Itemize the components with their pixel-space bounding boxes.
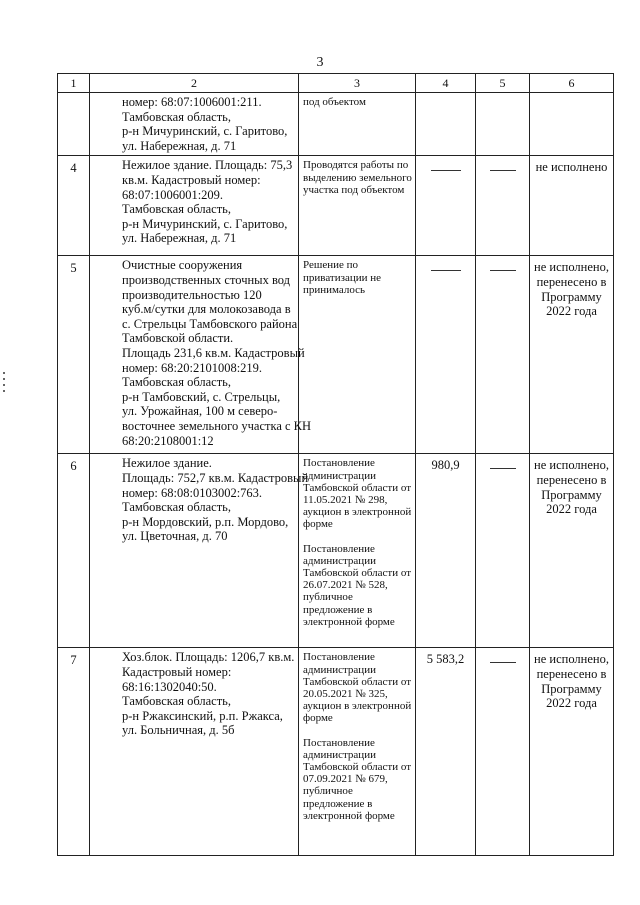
description-line: ул. Урожайная, 100 м северо- bbox=[122, 404, 278, 419]
row-number: 4 bbox=[58, 156, 90, 256]
object-description bbox=[90, 93, 299, 156]
execution-status: не исполнено, перенесено в Программу 2022 года bbox=[530, 256, 614, 454]
legal-basis-text: Постановление администрации Тамбовской области от 20.05.2021 № 325, аукцион в электронной форме bbox=[303, 651, 412, 725]
table-row bbox=[58, 256, 614, 454]
table-header-row bbox=[58, 74, 614, 93]
description-line: номер: 68:07:1006001:211. bbox=[122, 95, 262, 109]
description-line: р-н Мичуринский, с. Гаритово, bbox=[122, 216, 288, 231]
header-cell: 3 bbox=[299, 74, 416, 93]
object-description bbox=[90, 648, 299, 856]
description-line: Хоз.блок. Площадь: 1206,7 кв.м. bbox=[122, 650, 295, 665]
description-line: Очистные сооружения bbox=[122, 258, 243, 273]
description-line: восточнее земельного участка с КН bbox=[122, 418, 312, 433]
column-5-cell bbox=[476, 454, 530, 648]
object-description bbox=[90, 156, 299, 256]
dash-mark bbox=[490, 170, 516, 171]
description-line: кв.м. Кадастровый номер: bbox=[122, 172, 261, 187]
row-number: 7 bbox=[58, 648, 90, 856]
page-number: 3 bbox=[316, 55, 324, 70]
description-line: р-н Мордовский, р.п. Мордово, bbox=[122, 514, 289, 529]
description-line: ул. Набережная, д. 71 bbox=[122, 138, 237, 153]
sale-value-text: 980,9 bbox=[431, 458, 460, 473]
column-5-cell bbox=[476, 156, 530, 256]
description-line: номер: 68:08:0103002:763. bbox=[122, 485, 263, 500]
dash-mark bbox=[431, 170, 461, 171]
margin-mark bbox=[3, 372, 5, 402]
description-line: производительностью 120 bbox=[122, 287, 262, 302]
header-cell: 6 bbox=[530, 74, 614, 93]
row-number: 6 bbox=[58, 454, 90, 648]
description-line: Тамбовская область, bbox=[122, 375, 231, 390]
row-number: 5 bbox=[58, 256, 90, 454]
legal-basis-text: под объектом bbox=[303, 96, 366, 108]
description-line: ул. Больничная, д. 5б bbox=[122, 723, 235, 738]
description-line: производственных сточных вод bbox=[122, 272, 291, 287]
object-description bbox=[90, 454, 309, 648]
legal-basis bbox=[299, 256, 416, 454]
table-row bbox=[58, 93, 614, 156]
legal-basis-text: Постановление администрации Тамбовской области от 07.09.2021 № 679, публичное предложение в электронной форме bbox=[303, 736, 412, 822]
description-line: р-н Мичуринский, с. Гаритово, bbox=[122, 124, 288, 139]
description-line: Тамбовская область, bbox=[122, 109, 231, 124]
description-line: Площадь: 752,7 кв.м. Кадастровый bbox=[122, 470, 309, 485]
description-line: ул. Набережная, д. 71 bbox=[122, 231, 237, 246]
sale-value bbox=[416, 648, 476, 856]
description-line: Тамбовская область, bbox=[122, 202, 231, 217]
description-line: номер: 68:20:2101008:219. bbox=[122, 360, 263, 375]
description-line: Нежилое здание. Площадь: 75,3 bbox=[122, 158, 293, 173]
description-line: 68:07:1006001:209. bbox=[122, 187, 224, 202]
description-line: 68:16:1302040:50. bbox=[122, 679, 217, 694]
table-row bbox=[58, 454, 614, 648]
description-line: р-н Тамбовский, с. Стрельцы, bbox=[122, 389, 281, 404]
description-line: Тамбовская область, bbox=[122, 500, 231, 515]
row-number bbox=[58, 93, 90, 156]
column-5-cell bbox=[476, 256, 530, 454]
header-cell: 4 bbox=[416, 74, 476, 93]
table-row bbox=[58, 156, 614, 256]
execution-status: не исполнено bbox=[530, 156, 614, 256]
dash-mark bbox=[490, 662, 516, 663]
execution-status: не исполнено, перенесено в Программу 2022 года bbox=[530, 454, 614, 648]
sale-value bbox=[416, 156, 476, 256]
sale-value bbox=[416, 256, 476, 454]
description-line: ул. Цветочная, д. 70 bbox=[122, 529, 228, 544]
description-line: Нежилое здание. bbox=[122, 456, 212, 471]
description-line: Тамбовской области. bbox=[122, 331, 234, 346]
description-line: Площадь 231,6 кв.м. Кадастровый bbox=[122, 345, 305, 360]
description-line: р-н Ржаксинский, р.п. Ржакса, bbox=[122, 708, 283, 723]
legal-basis bbox=[299, 93, 416, 156]
header-cell: 2 bbox=[90, 74, 299, 93]
table-row bbox=[58, 648, 614, 856]
execution-status bbox=[530, 93, 614, 156]
description-line: Тамбовская область, bbox=[122, 694, 231, 709]
description-line: 68:20:2108001:12 bbox=[122, 433, 214, 448]
execution-status: не исполнено, перенесено в Программу 2022 года bbox=[530, 648, 614, 856]
description-line: с. Стрельцы Тамбовского района bbox=[122, 316, 298, 331]
program-table bbox=[57, 73, 614, 856]
legal-basis bbox=[299, 648, 416, 856]
legal-basis bbox=[299, 156, 416, 256]
object-description bbox=[90, 256, 312, 454]
header-cell: 5 bbox=[476, 74, 530, 93]
sale-value bbox=[416, 454, 476, 648]
legal-basis-text: Проводятся работы по выделению земельного участка под объектом bbox=[303, 159, 412, 196]
dash-mark bbox=[431, 270, 461, 271]
sale-value-text: 5 583,2 bbox=[426, 652, 465, 667]
legal-basis-text: Постановление администрации Тамбовской области от 26.07.2021 № 528, публичное предложение в электронной форме bbox=[303, 542, 412, 628]
legal-basis-text: Постановление администрации Тамбовской области от 11.05.2021 № 298, аукцион в электронной форме bbox=[303, 457, 412, 531]
legal-basis-text: Решение по приватизации не принималось bbox=[303, 259, 382, 296]
column-5-cell bbox=[476, 648, 530, 856]
dash-mark bbox=[490, 270, 516, 271]
column-5-cell bbox=[476, 93, 530, 156]
dash-mark bbox=[490, 468, 516, 469]
legal-basis bbox=[299, 454, 416, 648]
description-line: куб.м/сутки для молокозавода в bbox=[122, 302, 291, 317]
sale-value bbox=[416, 93, 476, 156]
header-cell: 1 bbox=[58, 74, 90, 93]
description-line: Кадастровый номер: bbox=[122, 664, 232, 679]
